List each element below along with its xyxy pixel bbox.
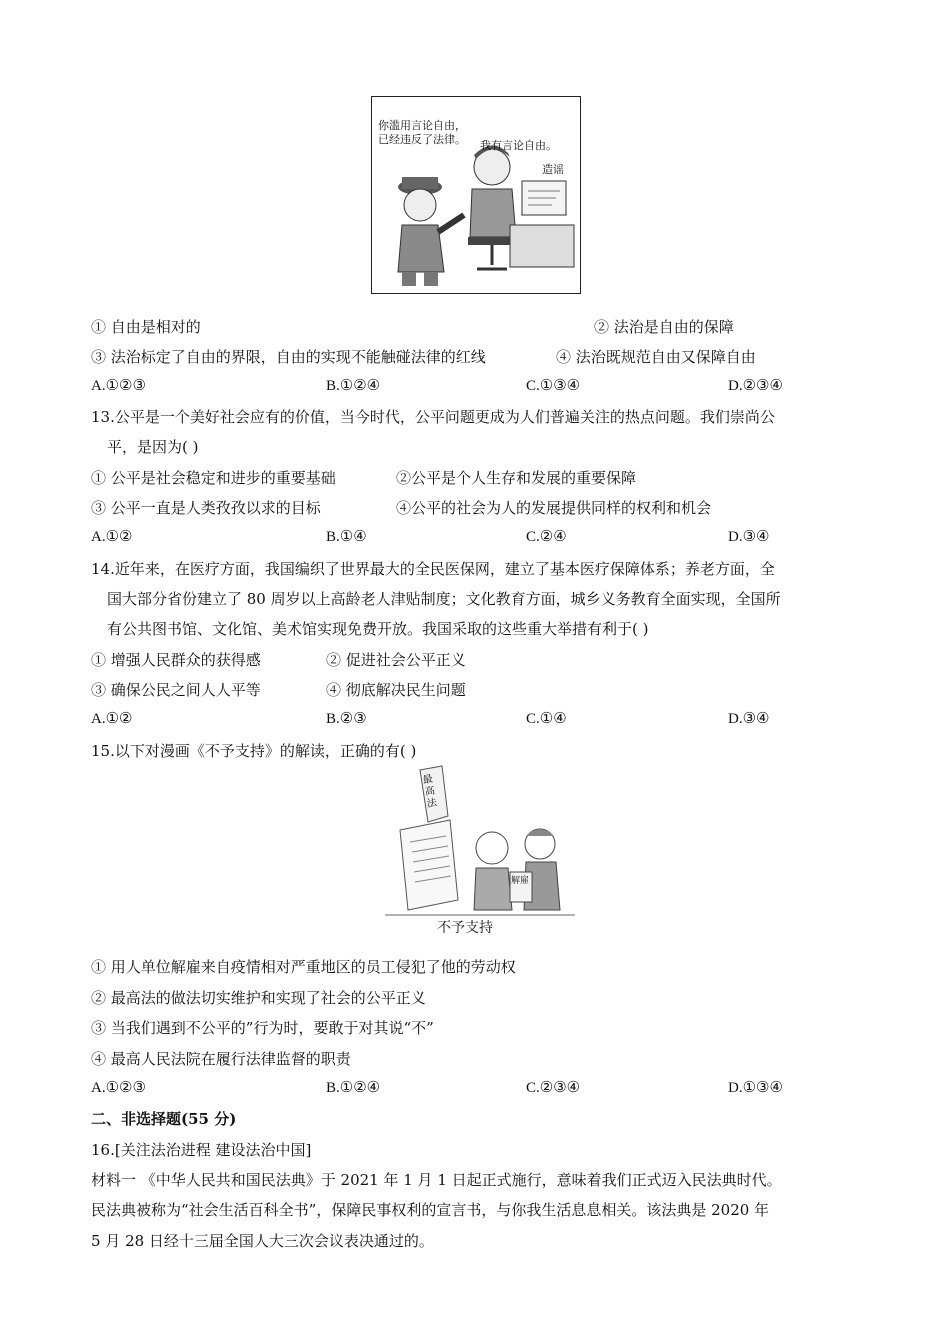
q16-material-1-line-1: 材料一 《中华人民共和国民法典》于 2021 年 1 月 1 日起正式施行，意味着我们正式迈入民法典时代。	[91, 1171, 782, 1189]
q12-statement-4: ④ 法治既规范自由又保障自由	[556, 348, 756, 366]
not-supported-cartoon	[380, 760, 580, 940]
q14-stem-line-2: 国大部分省份建立了 80 周岁以上高龄老人津贴制度；文化教育方面，城乡义务教育全面实现，全国所	[107, 590, 781, 608]
cartoon-label-paper: 解雇	[511, 876, 530, 886]
q12-option-b[interactable]: B.①②④	[326, 378, 381, 394]
q14-option-a[interactable]: A.①②	[91, 711, 133, 727]
cartoon-drawing-2	[380, 760, 580, 920]
q14-statement-4: ④ 彻底解决民生问题	[326, 681, 466, 699]
q12-option-a[interactable]: A.①②③	[91, 378, 146, 394]
q13-statement-4: ④公平的社会为人的发展提供同样的权利和机会	[396, 499, 712, 517]
q15-statement-3: ③ 当我们遇到不公平的”行为时，要敢于对其说“不”	[91, 1019, 434, 1037]
cartoon-caption: 不予支持	[437, 920, 493, 936]
q14-statement-2: ② 促进社会公平正义	[326, 651, 466, 669]
q13-stem-line-2: 平，是因为( )	[107, 438, 199, 456]
q16-material-1-line-3: 5 月 28 日经十三届全国人大三次会议表决通过的。	[91, 1232, 434, 1250]
q15-option-b[interactable]: B.①②④	[326, 1080, 381, 1096]
q14-stem-line-3: 有公共图书馆、文化馆、美术馆实现免费开放。我国采取的这些重大举措有利于( )	[107, 620, 649, 638]
q13-option-d[interactable]: D.③④	[728, 529, 770, 545]
q12-statement-2: ② 法治是自由的保障	[594, 318, 734, 336]
q15-statement-2: ② 最高法的做法切实维护和实现了社会的公平正义	[91, 989, 426, 1007]
q15-statement-1: ① 用人单位解雇来自疫情相对严重地区的员工侵犯了他的劳动权	[91, 958, 516, 976]
q13-stem-line-1: 13.公平是一个美好社会应有的价值，当今时代，公平问题更成为人们普遍关注的热点问题。我们崇尚公	[91, 408, 775, 426]
q13-statement-3: ③ 公平一直是人类孜孜以求的目标	[91, 499, 321, 517]
q14-stem-line-1: 14.近年来，在医疗方面，我国编织了世界最大的全民医保网，建立了基本医疗保障体系；养老方面，全	[91, 560, 775, 578]
q12-statement-3: ③ 法治标定了自由的界限，自由的实现不能触碰法律的红线	[91, 348, 486, 366]
speech-freedom-cartoon	[371, 96, 581, 294]
q16-stem: 16.[关注法治进程 建设法治中国]	[91, 1141, 312, 1159]
q14-statement-1: ① 增强人民群众的获得感	[91, 651, 261, 669]
man-speech: 我有言论自由。	[480, 139, 557, 152]
q12-statement-1: ① 自由是相对的	[91, 318, 201, 336]
q14-option-c[interactable]: C.①④	[526, 711, 567, 727]
q15-option-d[interactable]: D.①③④	[728, 1080, 783, 1096]
screen-label: 造谣	[542, 163, 564, 176]
q15-option-a[interactable]: A.①②③	[91, 1080, 146, 1096]
q15-option-c[interactable]: C.②③④	[526, 1080, 581, 1096]
q14-option-d[interactable]: D.③④	[728, 711, 770, 727]
q15-stem: 15.以下对漫画《不予支持》的解读，正确的有( )	[91, 742, 417, 760]
q14-option-b[interactable]: B.②③	[326, 711, 367, 727]
cartoon-label-top: 最高法	[421, 773, 438, 810]
q13-option-b[interactable]: B.①④	[326, 529, 367, 545]
q12-option-c[interactable]: C.①③④	[526, 378, 581, 394]
q14-statement-3: ③ 确保公民之间人人平等	[91, 681, 261, 699]
police-speech: 你滥用言论自由，已经违反了法律。	[378, 119, 466, 146]
q13-option-a[interactable]: A.①②	[91, 529, 133, 545]
q13-statement-1: ① 公平是社会稳定和进步的重要基础	[91, 469, 336, 487]
q13-option-c[interactable]: C.②④	[526, 529, 567, 545]
q16-material-1-line-2: 民法典被称为“社会生活百科全书”，保障民事权利的宣言书，与你我生活息息相关。该法典是 2020 年	[91, 1201, 770, 1219]
q12-option-d[interactable]: D.②③④	[728, 378, 783, 394]
section-2-title: 二、非选择题(55 分)	[91, 1110, 237, 1128]
q13-statement-2: ②公平是个人生存和发展的重要保障	[396, 469, 637, 487]
q15-statement-4: ④ 最高人民法院在履行法律监督的职责	[91, 1050, 351, 1068]
